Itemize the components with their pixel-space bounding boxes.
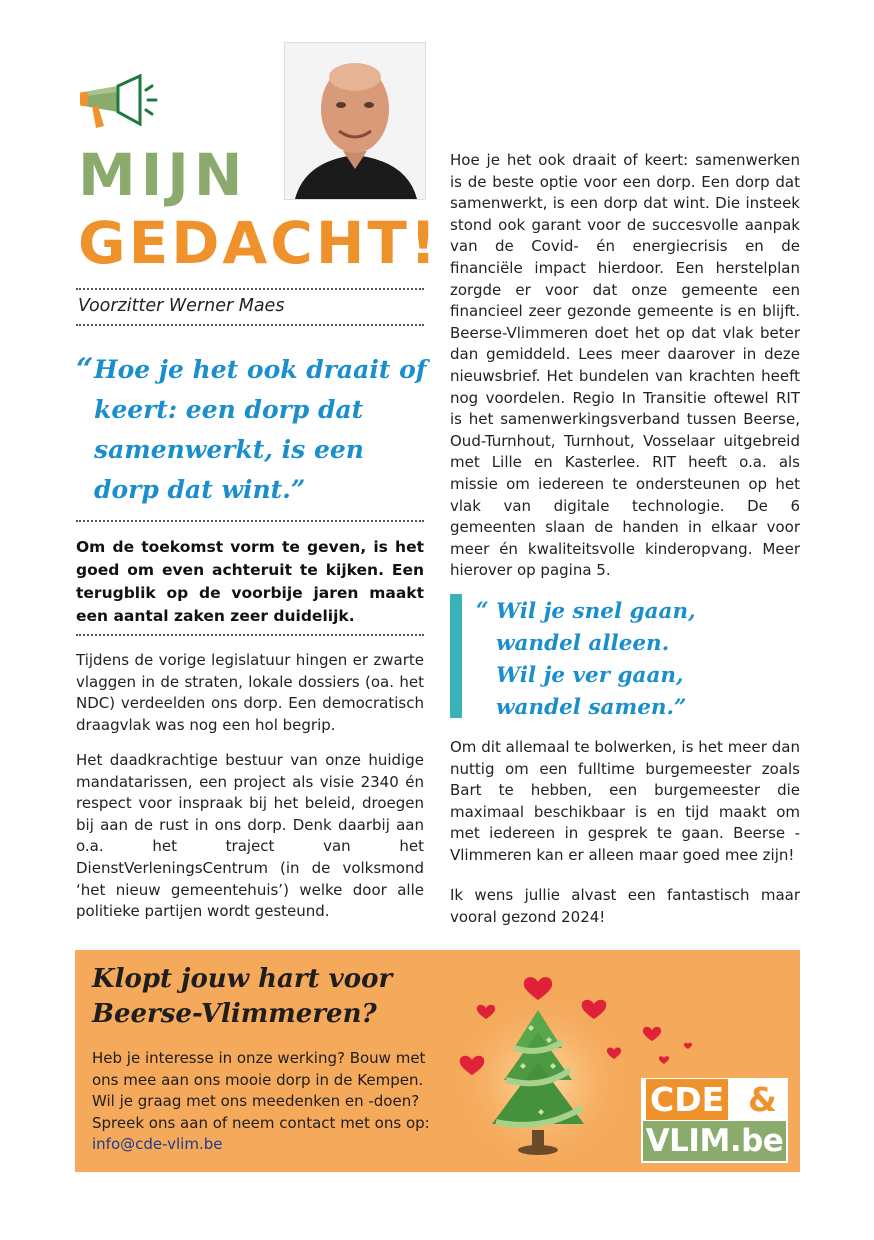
pull-quote	[496, 596, 796, 724]
banner-title	[92, 962, 472, 1032]
pull-quote-line: Wil je ver gaan,	[496, 663, 684, 688]
divider	[76, 634, 424, 636]
banner-text	[92, 1048, 432, 1156]
body-paragraph: Tijdens de vorige legislatuur hingen er zwarte vlaggen in de straten, lokale dossiers (oa. het NDC) verdeelden ons dorp. Een democratisch draagvlak was nog een hol begrip.	[76, 651, 424, 734]
email-link[interactable]: info@cde-vlim.be	[92, 1135, 223, 1154]
pull-quote-bar	[450, 594, 462, 718]
pull-quote-line: wandel alleen.	[496, 631, 670, 656]
page-title-line2: GEDACHT!	[78, 209, 440, 277]
body-paragraph: Ik wens jullie alvast een fantastisch maar vooral gezond 2024!	[450, 886, 800, 926]
intro-paragraph: Om de toekomst vorm te geven, is het goed om even achteruit te kijken. Een terugblik op de voorbije jaren maakt een aantal zaken zeer duidelijk.	[76, 538, 424, 625]
pull-quote-line: wandel samen.”	[496, 695, 687, 720]
byline: Voorzitter Werner Maes	[78, 296, 285, 316]
portrait-illustration	[285, 43, 425, 199]
megaphone-icon	[78, 72, 160, 134]
divider	[76, 520, 424, 522]
body-paragraph: Het daadkrachtige bestuur van onze huidige mandatarissen, een project als visie 2340 én respect voor inspraak bij het beleid, droegen bij aan de rust in ons dorp. Denk daarbij aan o.a. het traject van het DienstVerleningsCentrum (in de volksmond ‘het nieuw gemeentehuis’) welke door alle politieke partijen wordt gesteund.	[76, 751, 424, 921]
highlight-quote: Hoe je het ook draait of keert: een dorp dat samenwerkt, is een dorp dat wint.”	[94, 355, 427, 504]
pull-quote-line: Wil je snel gaan,	[496, 599, 696, 624]
banner-body: Heb je interesse in onze werking? Bouw met ons mee aan ons mooie dorp in de Kempen. Wil je graag met ons meedenken en -doen? Spreek ons aan of neem contact met ons op:	[92, 1049, 430, 1132]
body-paragraph: Om dit allemaal te bolwerken, is het meer dan nuttig om een fulltime burgemeester zoals Bart te hebben, een burgemeester die maximaal beschikbaar is en tijd maakt om met iedereen in gesprek te gaan. Beerse -Vlimmeren kan er alleen maar goed mee zijn!	[450, 738, 800, 864]
quote-mark: “	[476, 598, 489, 624]
divider	[76, 324, 424, 326]
quote-mark: “	[76, 352, 94, 387]
portrait-photo	[284, 42, 426, 200]
logo-vlim: VLIM.be	[643, 1121, 786, 1161]
logo-cde: CDE	[646, 1079, 728, 1120]
page-title-line1: MIJN	[78, 141, 248, 209]
banner-title-line: Beerse-Vlimmeren?	[92, 999, 377, 1029]
banner-title-line: Klopt jouw hart voor	[92, 964, 393, 994]
logo-ampersand: &	[748, 1080, 777, 1119]
body-paragraph: Hoe je het ook draait of keert: samenwerken is de beste optie voor een dorp. Een dorp dat samenwerkt, is een dorp dat wint. Die insteek stond ook garant voor de succesvolle aanpak van de Covid- én energiecrisis en de financiële impact hierdoor. Een herstelplan zorgde er voor dat onze gemeente een financieel zeer gezonde gemeente is en blijft. Beerse-Vlimmeren doet het op dat vlak beter dan gemiddeld. Lees meer daarover in deze nieuwsbrief. Het bundelen van krachten heeft nog voordelen. Regio In Transitie oftewel RIT is het samenwerkingsverband tussen Beerse, Oud-Turnhout, Turnhout, Vosselaar uitgebreid met Lille en Kasterlee. RIT heeft o.a. als missie om iedereen te ondersteunen op het vlak van digitale technologie. De 6 gemeenten slaan de handen in elkaar voor meer én kwaliteitsvolle kinderopvang. Meer hierover op pagina 5.	[450, 151, 800, 580]
divider	[76, 288, 424, 290]
